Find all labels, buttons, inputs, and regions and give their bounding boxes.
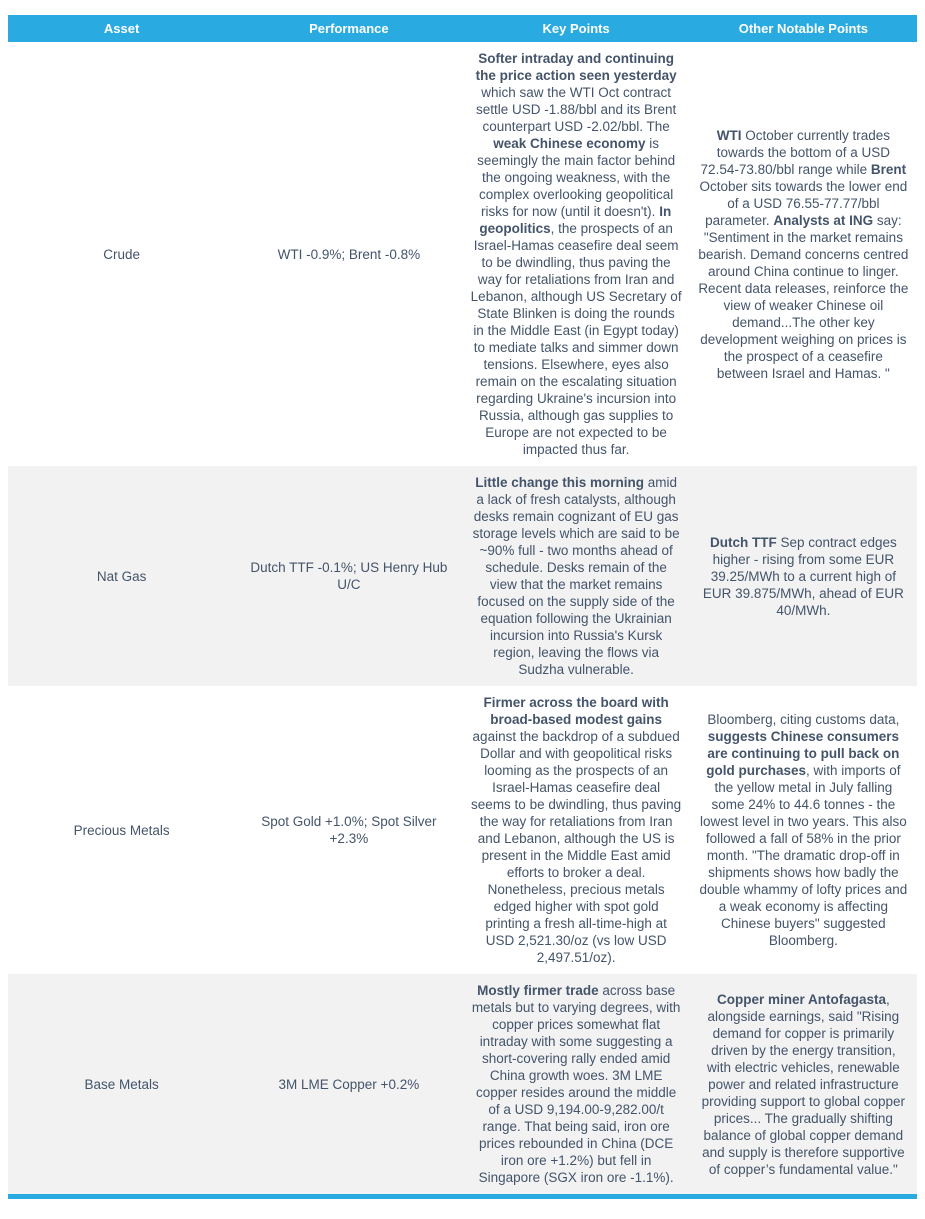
key-points-cell: Firmer across the board with broad-based modest gains against the backdrop of a subdued Dollar and with geopolitical risks looming as the prospects of an Israel-Hamas ceasefire deal seems to be dwindling, thus paving the way for retaliations from Iran and Lebanon, although the US is present in the Middle East amid efforts to broker a deal. Nonetheless, precious metals edged higher with spot gold printing a fresh all-time-high at USD 2,521.30/oz (vs low USD 2,497.51/oz). bbox=[471, 695, 682, 965]
table-row-nat-gas bbox=[8, 466, 917, 686]
header-row bbox=[8, 15, 917, 42]
asset-cell: Precious Metals bbox=[73, 822, 170, 838]
other-notable-points-cell: Copper miner Antofagasta, alongside earnings, said "Rising demand for copper is primarily driven by the energy transition, with electric vehicles, renewable power and related infrastructure providing support to global copper prices... The gradually shifting balance of global copper demand and supply is therefore supportive of copper’s fundamental value." bbox=[701, 991, 906, 1177]
performance-cell: Spot Gold +1.0%; Spot Silver +2.3% bbox=[261, 814, 437, 846]
key-points-cell: Mostly firmer trade across base metals but to varying degrees, with copper prices somewhat flat intraday with some suggesting a short-covering rally ended amid China growth woes. 3M LME copper resides around the middle of a USD 9,194.00-9,282.00/t range. That being said, iron ore prices rebounded in China (DCE iron ore +1.2%) but fell in Singapore (SGX iron ore -1.1%). bbox=[471, 983, 681, 1185]
table-row-precious-metals bbox=[8, 686, 917, 974]
table-row-crude bbox=[8, 42, 917, 466]
column-header-key-points: Key Points bbox=[463, 15, 690, 42]
asset-cell: Base Metals bbox=[84, 1076, 159, 1092]
column-header-performance: Performance bbox=[235, 15, 462, 42]
other-notable-points-cell: WTI October currently trades towards the bottom of a USD 72.54-73.80/bbl range while Brent October sits towards the lower end of a USD 76.55-77.77/bbl parameter. Analysts at ING say: "Sentiment in the market remains bearish. Demand concerns centred around China continue to linger. Recent data releases, reinforce the view of weaker Chinese oil demand...The other key development weighing on prices is the prospect of a ceasefire between Israel and Hamas. " bbox=[698, 127, 909, 381]
asset-cell: Crude bbox=[103, 246, 141, 262]
other-notable-points-cell: Dutch TTF Sep contract edges higher - rising from some EUR 39.25/MWh to a current high of EUR 39.875/MWh, ahead of EUR 40/MWh. bbox=[702, 534, 904, 618]
other-notable-points-cell: Bloomberg, citing customs data, suggests Chinese consumers are continuing to pull back on gold purchases, with imports of the yellow metal in July falling some 24% to 44.6 tonnes - the lowest level in two years. This also followed a fall of 58% in the prior month. "The dramatic drop-off in shipments shows how badly the double whammy of lofty prices and a weak economy is affecting Chinese buyers" suggested Bloomberg. bbox=[699, 712, 908, 948]
performance-cell: 3M LME Copper +0.2% bbox=[278, 1076, 420, 1092]
key-points-cell: Softer intraday and continuing the price action seen yesterday which saw the WTI Oct contract settle USD -1.88/bbl and its Brent counterpart USD -2.02/bbl. The weak Chinese economy is seemingly the main factor behind the ongoing weakness, with the complex overlooking geopolitical risks for now (until it doesn't). In geopolitics, the prospects of an Israel-Hamas ceasefire deal seem to be dwindling, thus paving the way for retaliations from Iran and Lebanon, although US Secretary of State Blinken is doing the rounds in the Middle East (in Egypt today) to mediate talks and simmer down tensions. Elsewhere, eyes also remain on the escalating situation regarding Ukraine's incursion into Russia, although gas supplies to Europe are not expected to be impacted thus far. bbox=[470, 51, 682, 457]
key-points-cell: Little change this morning amid a lack of fresh catalysts, although desks remain cognizant of EU gas storage levels which are said to be ~90% full - two months ahead of schedule. Desks remain of the view that the market remains focused on the supply side of the equation following the Ukrainian incursion into Russia's Kursk region, leaving the flows via Sudzha vulnerable. bbox=[472, 475, 680, 677]
column-header-asset: Asset bbox=[8, 15, 235, 42]
asset-cell: Nat Gas bbox=[96, 568, 147, 584]
performance-cell: Dutch TTF -0.1%; US Henry Hub U/C bbox=[250, 560, 448, 592]
column-header-other-notable-points: Other Notable Points bbox=[690, 15, 917, 42]
commodities-table bbox=[8, 15, 917, 1199]
performance-cell: WTI -0.9%; Brent -0.8% bbox=[277, 246, 421, 262]
table-row-base-metals bbox=[8, 974, 917, 1197]
